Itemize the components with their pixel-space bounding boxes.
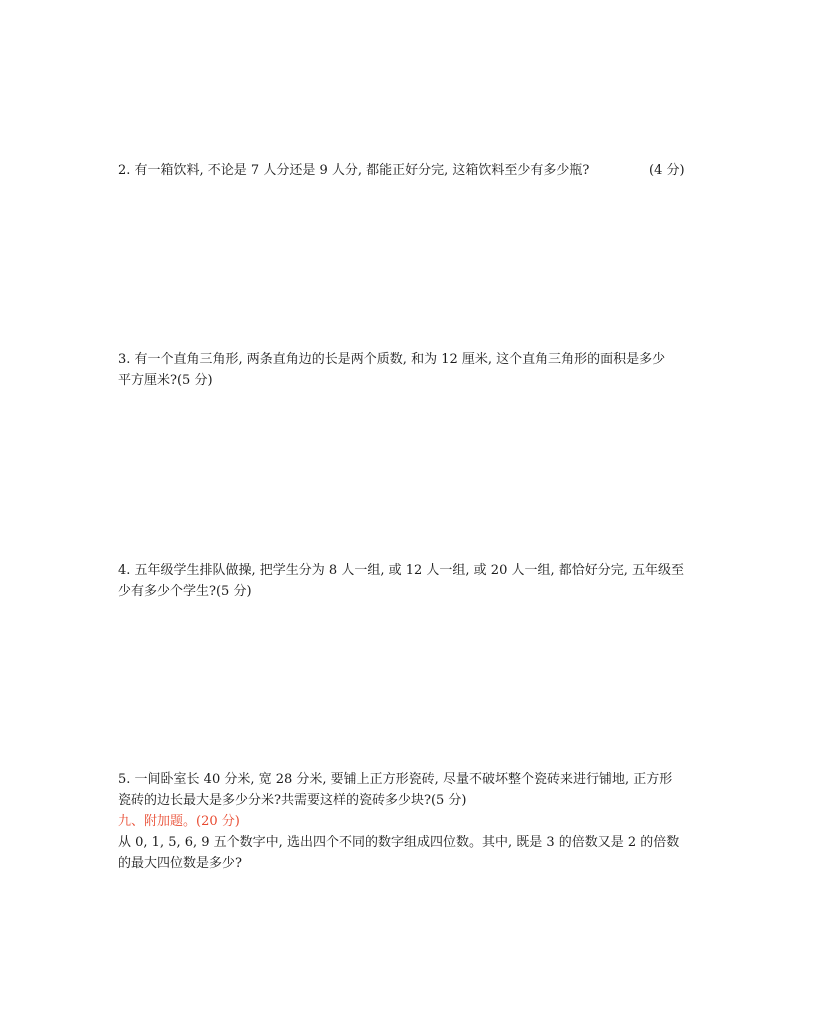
bonus-line-2: 的最大四位数是多少?: [118, 856, 242, 871]
question-3-line-1: 3. 有一个直角三角形, 两条直角边的长是两个质数, 和为 12 厘米, 这个直角三角形的面积是多少: [118, 352, 666, 367]
question-2-score: (4 分): [649, 163, 685, 178]
question-5-line-1: 5. 一间卧室长 40 分米, 宽 28 分米, 要铺上正方形瓷砖, 尽量不破坏整个瓷砖来进行铺地, 正方形: [118, 772, 673, 787]
question-3-line-2: 平方厘米?(5 分): [118, 373, 213, 388]
question-4-line-2: 少有多少个学生?(5 分): [118, 584, 252, 599]
bonus-line-1: 从 0, 1, 5, 6, 9 五个数字中, 选出四个不同的数字组成四位数。其中, 既是 3 的倍数又是 2 的倍数: [118, 835, 680, 850]
bonus-heading: 九、附加题。(20 分): [118, 814, 240, 829]
question-2-text: 2. 有一箱饮料, 不论是 7 人分还是 9 人分, 都能正好分完, 这箱饮料至少有多少瓶?: [118, 163, 590, 178]
question-5-line-2: 瓷砖的边长最大是多少分米?共需要这样的瓷砖多少块?(5 分): [118, 793, 467, 808]
question-4-line-1: 4. 五年级学生排队做操, 把学生分为 8 人一组, 或 12 人一组, 或 20 人一组, 都恰好分完, 五年级至: [118, 563, 685, 578]
